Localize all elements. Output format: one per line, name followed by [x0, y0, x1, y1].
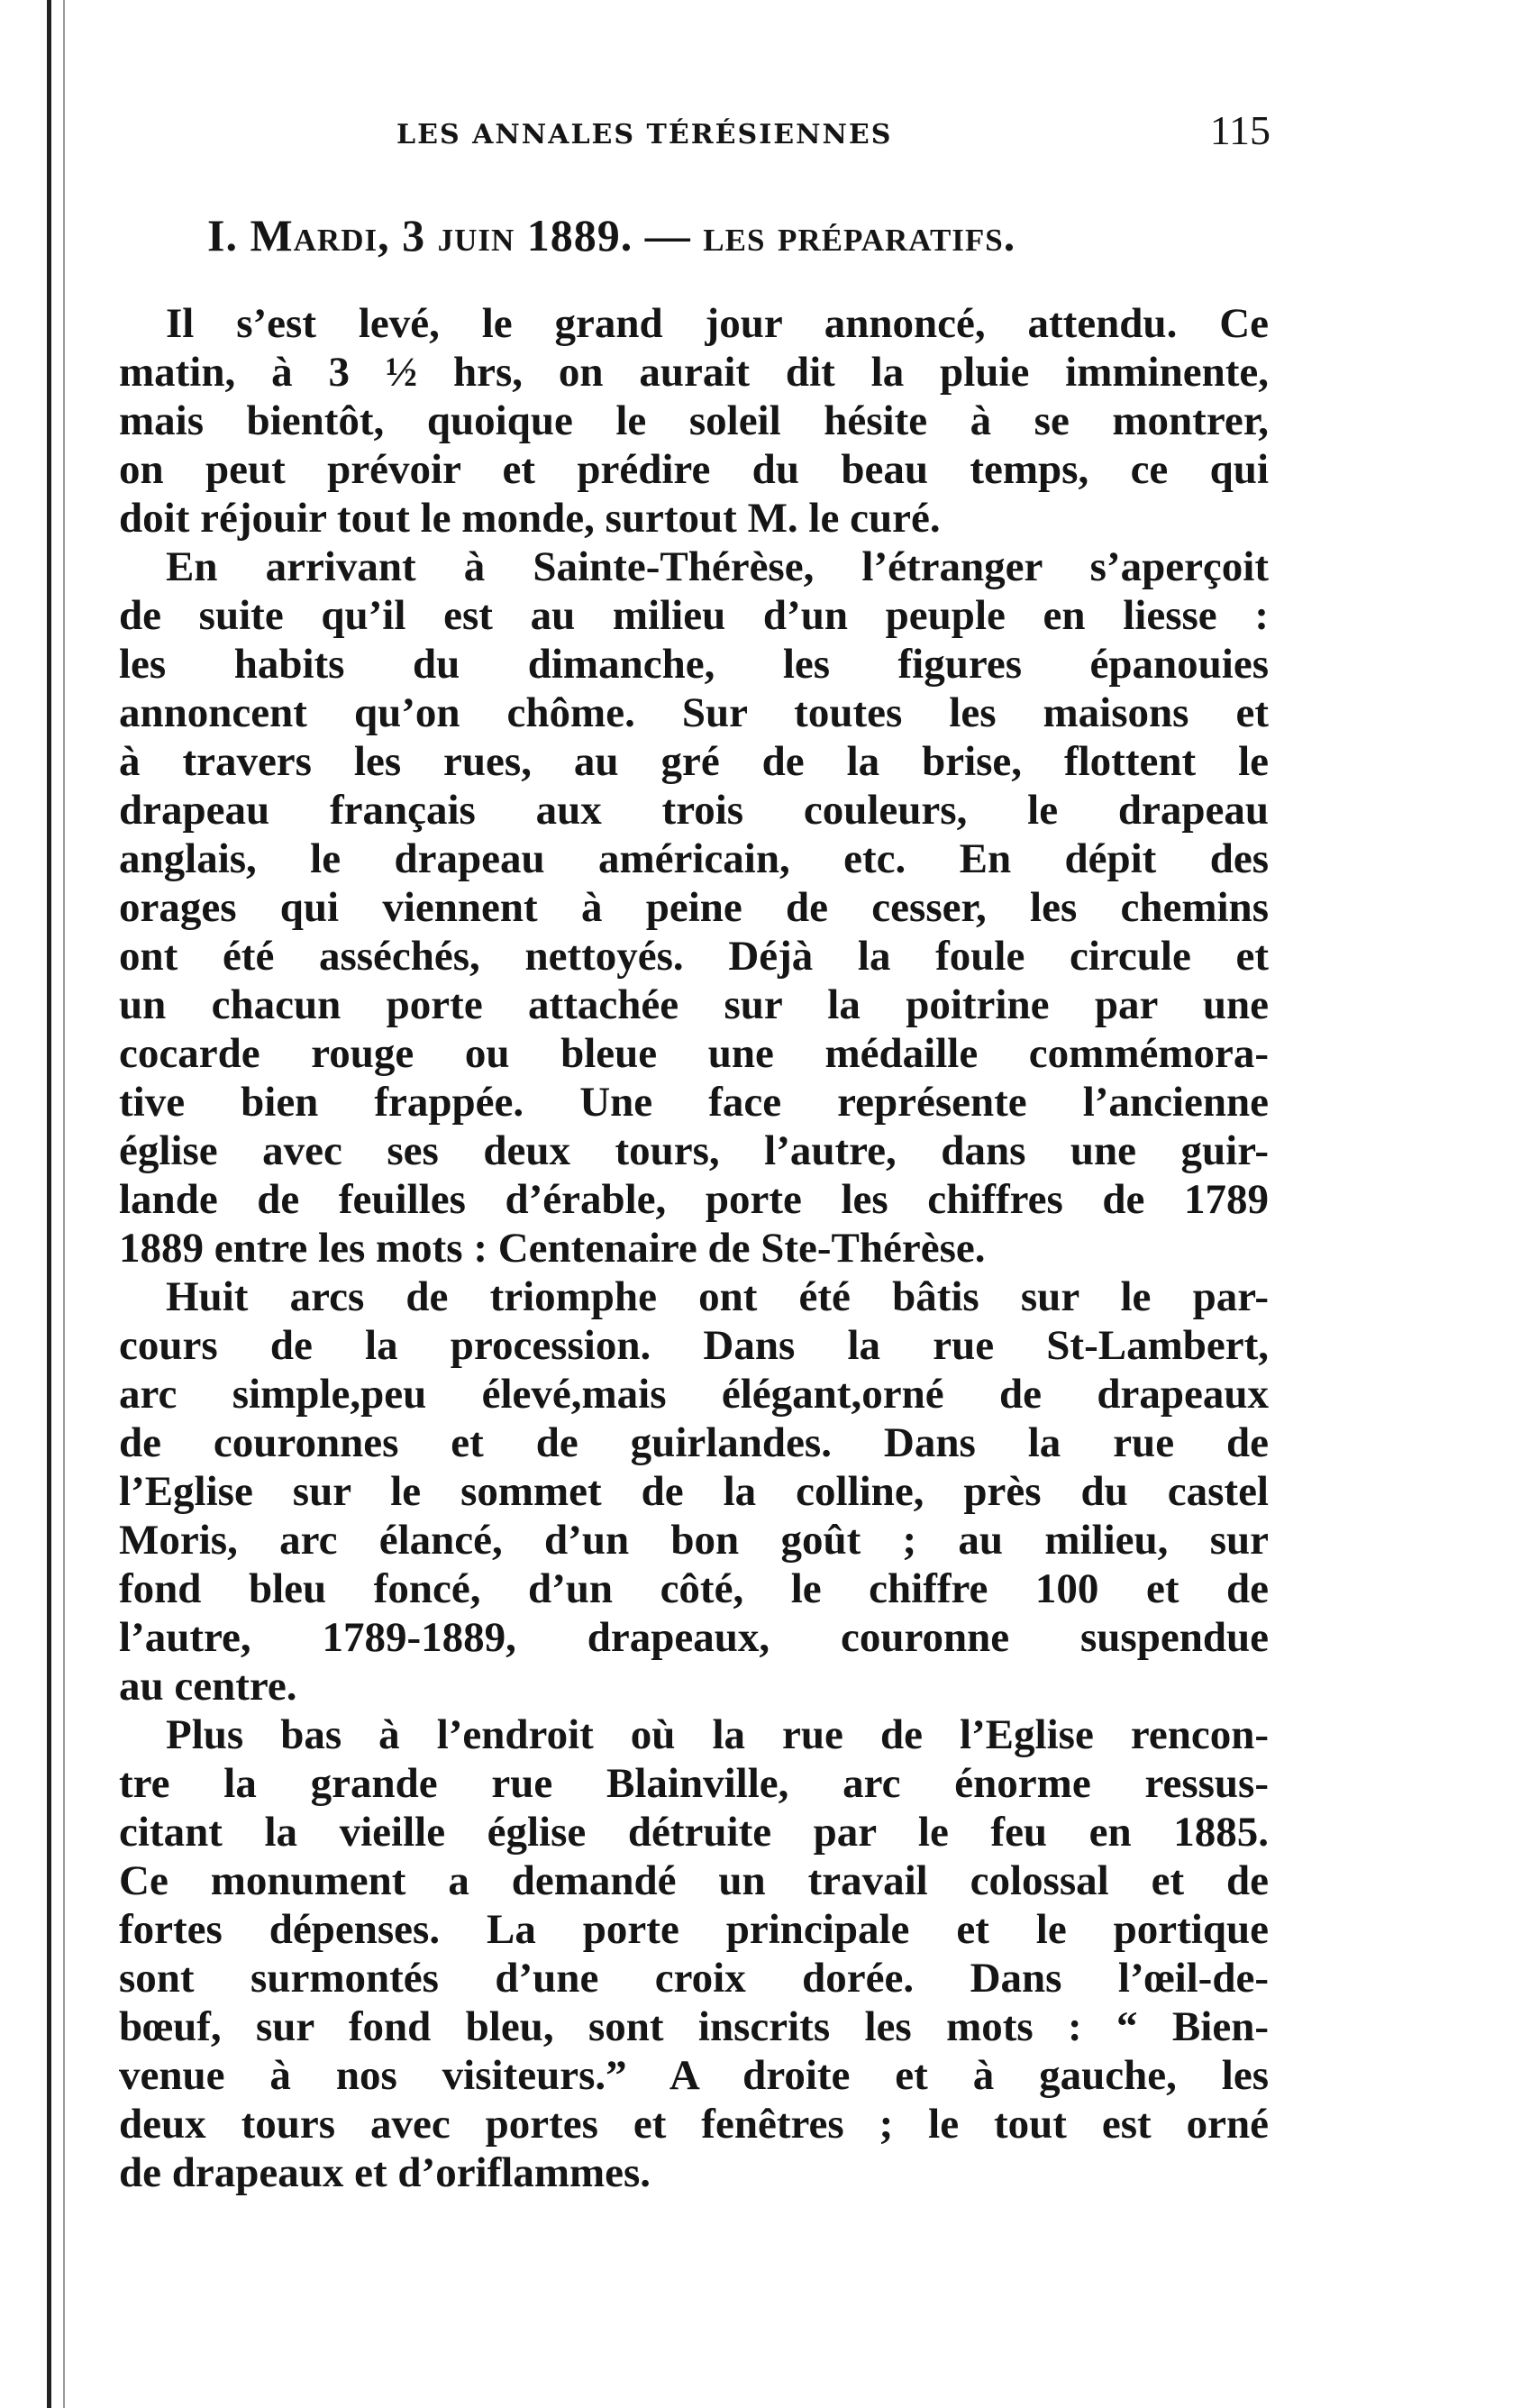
text-line: au centre. — [119, 1663, 297, 1710]
section-heading — [207, 209, 1198, 261]
running-head — [117, 106, 1271, 160]
text-line: de drapeaux et d’oriflammes. — [119, 2149, 651, 2196]
text-line: arc simple,peu élevé,mais élégant,orné de drapeaux — [119, 1371, 1269, 1418]
text-line: de couronnes et de guirlandes. Dans la rue de — [119, 1419, 1269, 1466]
text-line: sont surmontés d’une croix dorée. Dans l’œil-de- — [119, 1955, 1269, 2002]
text-line: matin, à 3 ½ hrs, on aurait dit la pluie imminente, — [119, 349, 1269, 396]
text-line: citant la vieille église détruite par le feu en 1885. — [119, 1809, 1269, 1856]
text-line: les habits du dimanche, les figures épanouies — [119, 641, 1269, 688]
text-line: Moris, arc élancé, d’un bon goût ; au milieu, sur — [119, 1517, 1269, 1564]
text-line: église avec ses deux tours, l’autre, dans une guir- — [119, 1127, 1269, 1174]
text-line: bœuf, sur fond bleu, sont inscrits les mots : “ Bien- — [119, 2003, 1269, 2050]
text-line: anglais, le drapeau américain, etc. En dépit des — [119, 835, 1269, 882]
running-title: LES ANNALES TÉRÉSIENNES — [396, 119, 893, 150]
text-line: doit réjouir tout le monde, surtout M. le curé. — [119, 495, 941, 542]
heading-day: Mardi, — [250, 210, 390, 260]
text-line: mais bientôt, quoique le soleil hésite à se montrer, — [119, 397, 1269, 444]
text-line: cours de la procession. Dans la rue St-Lambert, — [119, 1322, 1269, 1369]
text-line: un chacun porte attachée sur la poitrine par une — [119, 981, 1269, 1028]
text-line: 1889 entre les mots : Centenaire de Ste-Thérèse. — [119, 1225, 986, 1272]
text-line: l’autre, 1789-1889, drapeaux, couronne suspendue — [119, 1614, 1269, 1661]
heading-date: 3 — [402, 210, 426, 260]
page-binding-shadow — [63, 0, 65, 2408]
body-text — [119, 299, 1269, 2197]
heading-year: 1889. — [526, 210, 633, 260]
text-line: fortes dépenses. La porte principale et le portique — [119, 1906, 1269, 1953]
text-line: ont été asséchés, nettoyés. Déjà la foule circule et — [119, 933, 1269, 980]
text-line: Il s’est levé, le grand jour annoncé, attendu. Ce — [166, 300, 1269, 347]
text-line: venue à nos visiteurs.” A droite et à gauche, les — [119, 2052, 1269, 2099]
text-line: drapeau français aux trois couleurs, le drapeau — [119, 787, 1269, 834]
text-line: Plus bas à l’endroit où la rue de l’Eglise rencon- — [166, 1711, 1269, 1758]
text-line: annoncent qu’on chôme. Sur toutes les maisons et — [119, 689, 1269, 736]
heading-dash: — — [633, 210, 704, 260]
text-line: En arrivant à Sainte-Thérèse, l’étranger s’aperçoit — [166, 543, 1269, 590]
text-line: tive bien frappée. Une face représente l’ancienne — [119, 1079, 1269, 1126]
text-line: l’Eglise sur le sommet de la colline, près du castel — [119, 1468, 1269, 1515]
text-line: Huit arcs de triomphe ont été bâtis sur le par- — [166, 1273, 1269, 1320]
heading-month: juin — [437, 210, 515, 260]
text-line: lande de feuilles d’érable, porte les chiffres de 1789 — [119, 1176, 1269, 1223]
text-line: on peut prévoir et prédire du beau temps, ce qui — [119, 446, 1269, 493]
text-line: de suite qu’il est au milieu d’un peuple en liesse : — [119, 592, 1269, 639]
text-line: à travers les rues, au gré de la brise, flottent le — [119, 738, 1269, 785]
page-number: 115 — [1209, 107, 1271, 153]
heading-title: les préparatifs. — [703, 210, 1016, 260]
page-binding-edge — [47, 0, 51, 2408]
text-line: orages qui viennent à peine de cesser, les chemins — [119, 884, 1269, 931]
text-line: Ce monument a demandé un travail colossal et de — [119, 1857, 1269, 1904]
text-line: deux tours avec portes et fenêtres ; le tout est orné — [119, 2101, 1269, 2148]
heading-numeral: I. — [207, 210, 238, 260]
text-line: cocarde rouge ou bleue une médaille commémora- — [119, 1030, 1269, 1077]
text-line: tre la grande rue Blainville, arc énorme ressus- — [119, 1760, 1269, 1807]
text-line: fond bleu foncé, d’un côté, le chiffre 100 et de — [119, 1565, 1269, 1612]
